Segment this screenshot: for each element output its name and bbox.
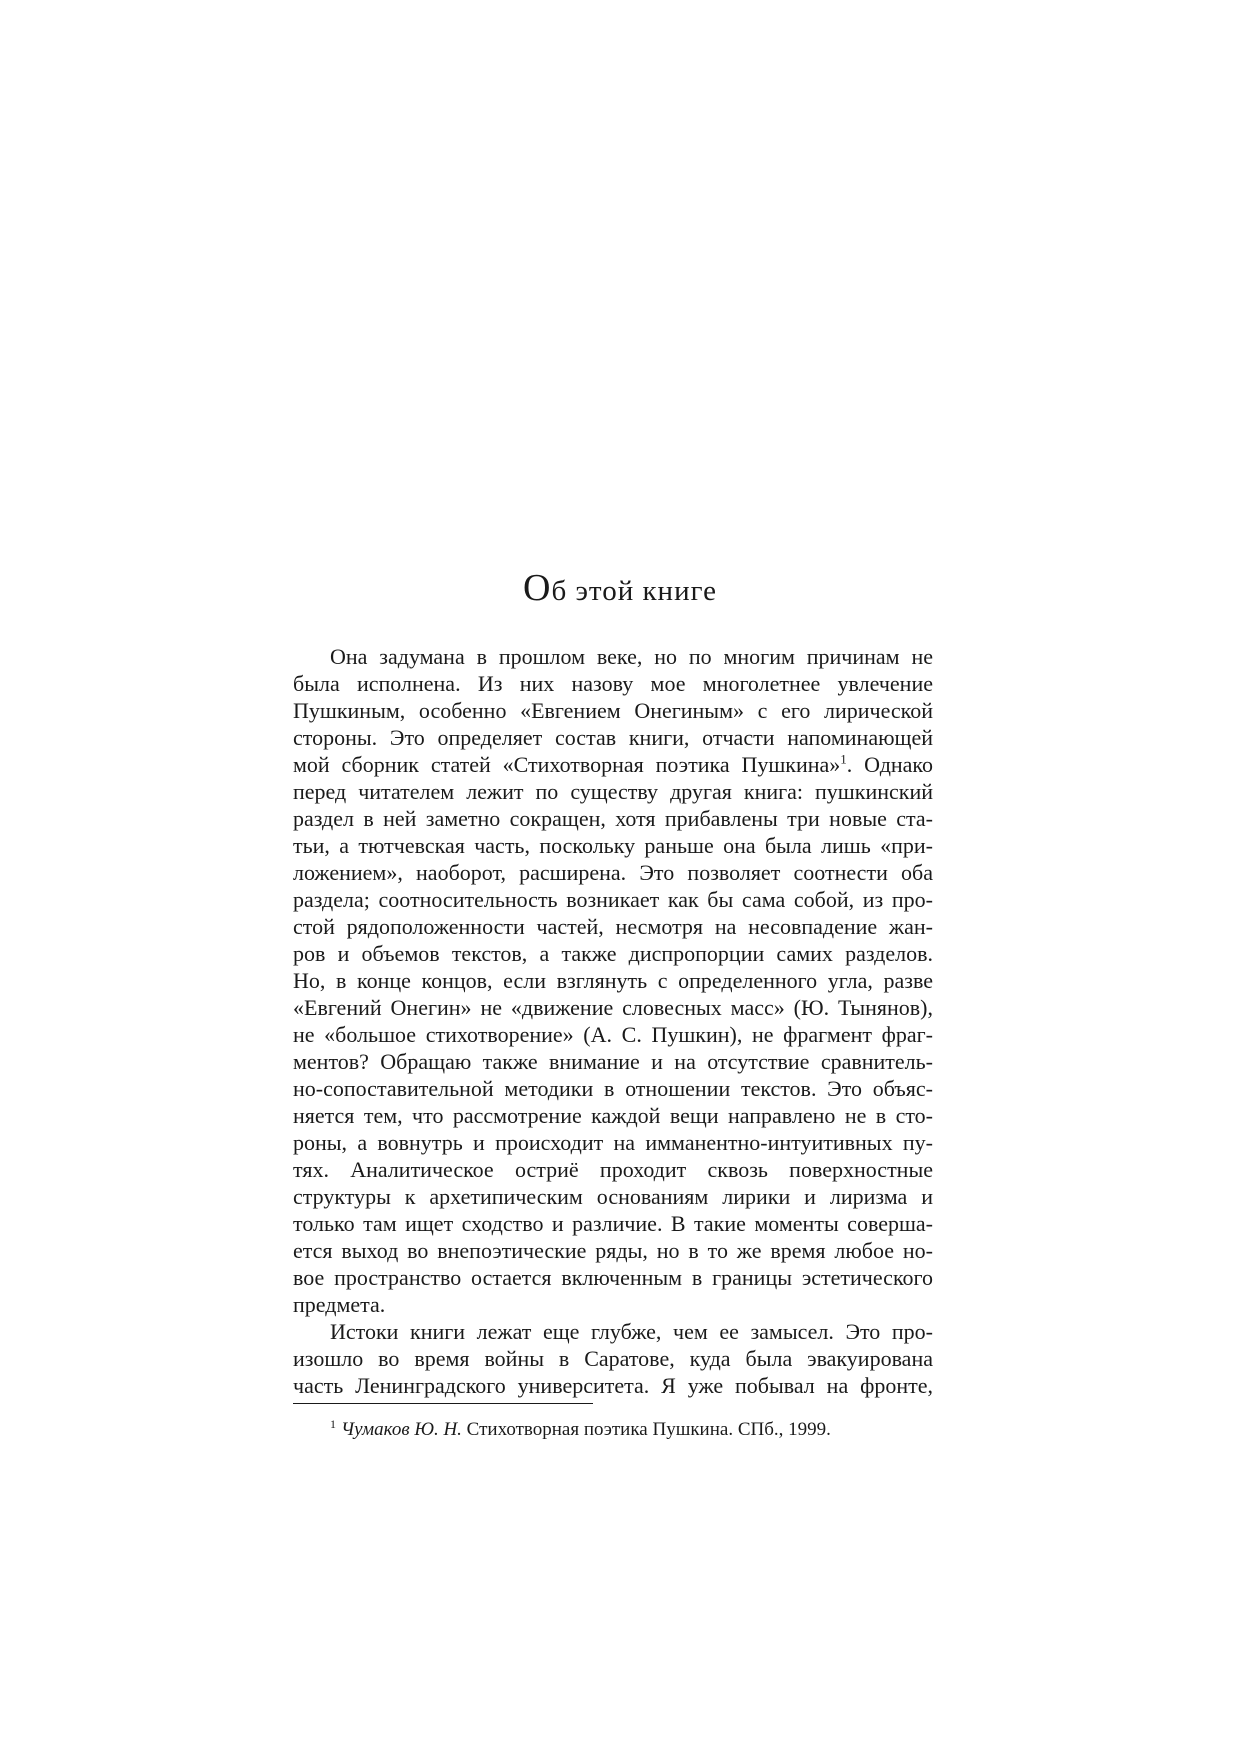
text-line: ется выход во внепоэтические ряды, но в то же время любое но- xyxy=(293,1238,933,1263)
text-line: была исполнена. Из них назову мое многолетнее увлечение xyxy=(293,671,933,696)
text-line: няется тем, что рассмотрение каждой вещи направлено не в сто- xyxy=(293,1103,933,1128)
text-line: перед читателем лежит по существу другая книга: пушкинский xyxy=(293,779,933,804)
text-line: раздела; соотносительность возникает как бы сама собой, из про- xyxy=(293,887,933,912)
text-line: предмета. xyxy=(293,1292,386,1317)
text-line: Она задумана в прошлом веке, но по многим причинам не xyxy=(330,644,933,669)
text-line: ментов? Обращаю также внимание и на отсутствие сравнитель- xyxy=(293,1049,933,1074)
footnote-separator xyxy=(293,1403,593,1404)
footnote-text: Стихотворная поэтика Пушкина. СПб., 1999. xyxy=(461,1419,831,1440)
text-line: но-сопоставительной методики в отношении текстов. Это объяс- xyxy=(293,1076,933,1101)
text-line: Пушкиным, особенно «Евгением Онегиным» с его лирической xyxy=(293,698,933,723)
text-line: только там ищет сходство и различие. В такие моменты соверша- xyxy=(293,1211,933,1236)
footnote-author: Чумаков Ю. Н. xyxy=(341,1419,462,1440)
footnote xyxy=(330,1418,831,1442)
title-rest: б этой книге xyxy=(551,575,717,607)
text-line-with-footnote-ref xyxy=(293,751,933,779)
text-line: стороны. Это определяет состав книги, отчасти напоминающей xyxy=(293,725,933,750)
text-line: роны, а вовнутрь и происходит на имманентно-интуитивных пу- xyxy=(293,1130,933,1155)
text-line: Истоки книги лежат еще глубже, чем ее замысел. Это про- xyxy=(330,1319,933,1344)
text-line: раздел в ней заметно сокращен, хотя прибавлены три новые ста- xyxy=(293,806,933,831)
footnote-reference[interactable]: 1 xyxy=(840,751,847,767)
text-line: вое пространство остается включенным в границы эстетического xyxy=(293,1265,933,1290)
text-line: ров и объемов текстов, а также диспропорции самих разделов. xyxy=(293,941,933,966)
text-line: тях. Аналитическое остриё проходит сквозь поверхностные xyxy=(293,1157,933,1182)
text-line: «Евгений Онегин» не «движение словесных масс» (Ю. Тынянов), xyxy=(293,995,933,1020)
footnote-mark: 1 xyxy=(330,1416,336,1431)
text-line: структуры к архетипическим основаниям лирики и лиризма и xyxy=(293,1184,933,1209)
text-line: стой рядоположенности частей, несмотря на несовпадение жан- xyxy=(293,914,933,939)
text-line: не «большое стихотворение» (А. С. Пушкин), не фрагмент фраг- xyxy=(293,1022,933,1047)
text-segment: мой сборник статей «Стихотворная поэтика Пушкина» xyxy=(293,752,841,777)
text-line: ложением», наоборот, расширена. Это позволяет соотнести оба xyxy=(293,860,933,885)
text-line: изошло во время войны в Саратове, куда была эвакуирована xyxy=(293,1346,933,1371)
text-line: Но, в конце концов, если взглянуть с определенного угла, разве xyxy=(293,968,933,993)
title-initial: О xyxy=(523,567,552,609)
text-line: тьи, а тютчевская часть, поскольку раньше она была лишь «при- xyxy=(293,833,933,858)
text-line: часть Ленинградского университета. Я уже побывал на фронте, xyxy=(293,1373,933,1398)
text-segment: . Однако xyxy=(846,752,933,777)
page-title xyxy=(0,566,1240,613)
